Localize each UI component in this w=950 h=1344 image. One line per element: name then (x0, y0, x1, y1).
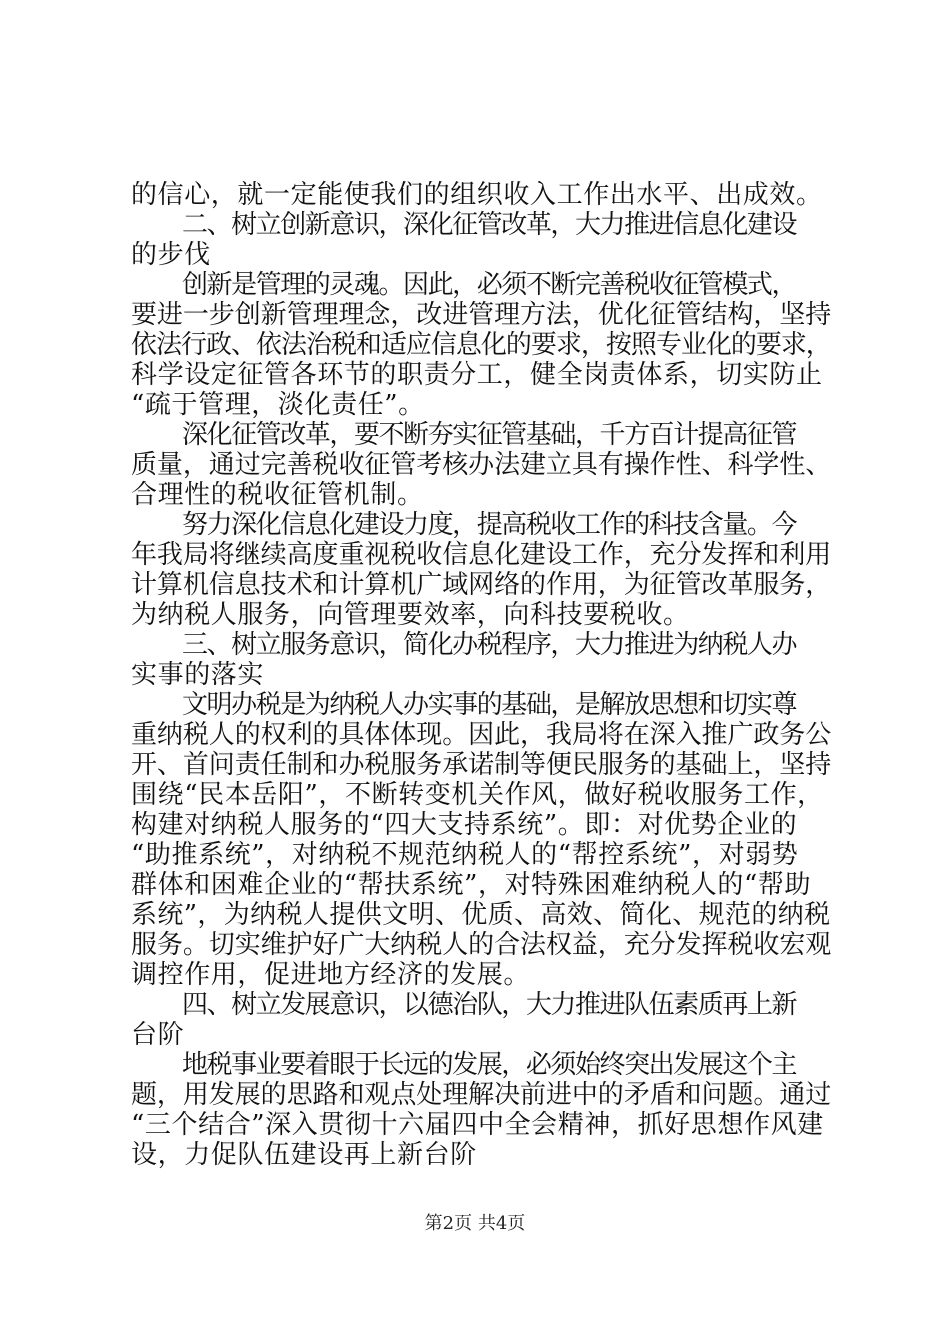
text-line: 年我局将继续高度重视税收信息化建设工作，充分发挥和利用 (131, 540, 832, 570)
text-line: 的信心，就一定能使我们的组织收入工作出水平、出成效。 (131, 180, 823, 210)
section-heading-line: 的步伐 (131, 240, 211, 270)
text-line: 计算机信息技术和计算机广域网络的作用，为征管改革服务， (131, 570, 832, 600)
text-line: 开、首问责任制和办税服务承诺制等便民服务的基础上，坚持 (131, 750, 832, 780)
text-line: 重纳税人的权利的具体体现。因此，我局将在深入推广政务公 (131, 720, 832, 750)
text-line: 服务。切实维护好广大纳税人的合法权益，充分发挥税收宏观 (131, 930, 832, 960)
text-line: 题，用发展的思路和观点处理解决前进中的矛盾和问题。通过 (131, 1080, 832, 1110)
text-line: 地税事业要着眼于长远的发展，必须始终突出发展这个主 (182, 1050, 797, 1080)
text-line: “助推系统”，对纳税不规范纳税人的“帮控系统”，对弱势 (131, 840, 799, 870)
text-line: 创新是管理的灵魂。因此，必须不断完善税收征管模式， (182, 270, 797, 300)
text-line: “疏于管理，淡化责任”。 (131, 390, 425, 420)
text-line: “三个结合”深入贯彻十六届四中全会精神，抓好思想作风建 (131, 1110, 824, 1140)
section-heading-line: 台阶 (131, 1020, 185, 1050)
section-heading-line: 三、树立服务意识，简化办税程序，大力推进为纳税人办 (182, 630, 797, 660)
text-line: 调控作用，促进地方经济的发展。 (131, 960, 531, 990)
section-heading-line: 四、树立发展意识，以德治队，大力推进队伍素质再上新 (182, 990, 797, 1020)
text-line: 构建对纳税人服务的“四大支持系统”。即：对优势企业的 (131, 810, 798, 840)
text-line: 科学设定征管各环节的职责分工，健全岗责体系，切实防止 (131, 360, 823, 390)
text-line: 合理性的税收征管机制。 (131, 480, 424, 510)
text-line: 群体和困难企业的“帮扶系统”，对特殊困难纳税人的“帮助 (131, 870, 812, 900)
text-line: 围绕“民本岳阳”，不断转变机关作风，做好税收服务工作， (131, 780, 824, 810)
text-line: 为纳税人服务，向管理要效率，向科技要税收。 (131, 600, 690, 630)
text-line: 深化征管改革，要不断夯实征管基础，千方百计提高征管 (182, 420, 797, 450)
text-line: 努力深化信息化建设力度，提高税收工作的科技含量。今 (182, 510, 797, 540)
text-line: 文明办税是为纳税人办实事的基础，是解放思想和切实尊 (182, 690, 797, 720)
section-heading-line: 二、树立创新意识，深化征管改革，大力推进信息化建设 (182, 210, 797, 240)
text-line: 依法行政、依法治税和适应信息化的要求，按照专业化的要求， (131, 330, 831, 360)
text-line: 质量，通过完善税收征管考核办法建立具有操作性、科学性、 (131, 450, 832, 480)
text-line: 系统”，为纳税人提供文明、优质、高效、简化、规范的纳税 (131, 900, 831, 930)
section-heading-line: 实事的落实 (131, 660, 265, 690)
text-line: 要进一步创新管理理念，改进管理方法，优化征管结构，坚持 (131, 300, 832, 330)
page-number-footer: 第2页 共4页 (424, 1213, 526, 1234)
text-line: 设，力促队伍建设再上新台阶 (131, 1140, 477, 1170)
